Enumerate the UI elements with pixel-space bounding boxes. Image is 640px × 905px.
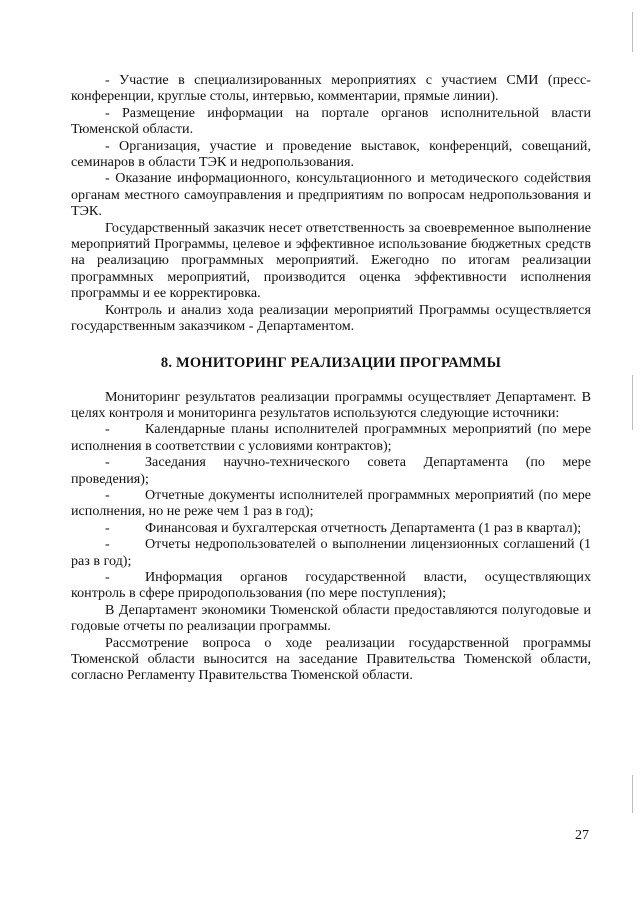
list-item bbox=[71, 536, 591, 569]
list-dash: - bbox=[105, 421, 110, 438]
list-dash: - bbox=[105, 454, 110, 471]
page-number: 27 bbox=[575, 828, 589, 843]
paragraph-customer-responsibility: Государственный заказчик несет ответственность за своевременное выполнение мероприятий Программы, целевое и эффективное использование бюджетных средств на реализацию программных мероприятий. Ежегодно по итогам реализации программных мероприятий, производится оценка эффективности исполнения программы и ее корректировка. bbox=[71, 219, 591, 302]
paragraph-control-analysis: Контроль и анализ хода реализации мероприятий Программы осуществляется государственным заказчиком - Департаментом. bbox=[71, 301, 591, 335]
scan-edge-mark-top bbox=[632, 12, 633, 52]
paragraph-government-review: Рассмотрение вопроса о ходе реализации государственной программы Тюменской области выносится на заседание Правительства Тюменской области, согласно Регламенту Правительства Тюменской области. bbox=[71, 634, 591, 684]
paragraph-consulting-support: - Оказание информационного, консультационного и методического содействия органам местного самоуправления и предприятиям по вопросам недропользования и ТЭК. bbox=[71, 170, 591, 220]
list-item bbox=[71, 569, 591, 602]
list-item-text: Финансовая и бухгалтерская отчетность Департамента (1 раз в квартал); bbox=[145, 519, 582, 536]
scan-edge-mark-lower bbox=[632, 775, 633, 813]
paragraph-portal-posting: - Размещение информации на портале органов исполнительной власти Тюменской области. bbox=[71, 104, 591, 138]
list-item bbox=[71, 454, 591, 487]
list-item-text: Отчетные документы исполнителей программных мероприятий (по мере исполнения, но не реже чем 1 раз в год); bbox=[71, 486, 591, 520]
list-item-text: Календарные планы исполнителей программных мероприятий (по мере исполнения в соответствии с условиями контрактов); bbox=[71, 421, 591, 454]
list-item-text: Отчеты недропользователей о выполнении лицензионных соглашений (1 раз в год); bbox=[71, 536, 591, 569]
list-item bbox=[71, 487, 591, 520]
paragraph-economy-department-reports: В Департамент экономики Тюменской области предоставляются полугодовые и годовые отчеты по реализации программы. bbox=[71, 601, 591, 635]
list-item-text: Информация органов государственной власти, осуществляющих контроль в сфере природопользования (по мере поступления); bbox=[71, 568, 591, 602]
paragraph-monitoring-intro: Мониторинг результатов реализации программы осуществляет Департамент. В целях контроля и мониторинга результатов используются следующие источники: bbox=[71, 388, 591, 421]
list-item bbox=[71, 520, 591, 536]
list-dash: - bbox=[105, 568, 110, 585]
list-item-text: Заседания научно-технического совета Департамента (по мере проведения); bbox=[71, 454, 591, 487]
document-body bbox=[71, 72, 591, 684]
paragraph-media-participation: - Участие в специализированных мероприятиях с участием СМИ (пресс-конференции, круглые столы, интервью, комментарии, прямые линии). bbox=[71, 72, 591, 105]
scan-edge-mark-middle bbox=[632, 375, 633, 430]
list-dash: - bbox=[105, 536, 110, 553]
paragraph-exhibitions: - Организация, участие и проведение выставок, конференций, совещаний, семинаров в области ТЭК и недропользования. bbox=[71, 137, 591, 171]
list-item bbox=[71, 421, 591, 454]
list-dash: - bbox=[105, 519, 110, 536]
list-dash: - bbox=[105, 486, 110, 503]
section-heading: 8. МОНИТОРИНГ РЕАЛИЗАЦИИ ПРОГРАММЫ bbox=[160, 354, 502, 371]
